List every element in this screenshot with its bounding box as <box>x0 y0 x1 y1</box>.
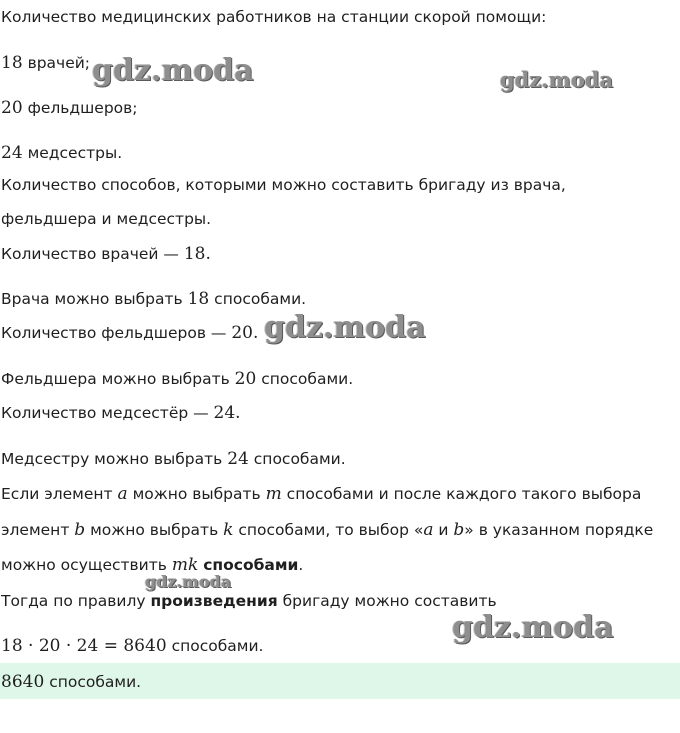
text-line: фельдшера и медсестры. <box>1 210 212 228</box>
watermark: gdz.moda <box>145 572 232 591</box>
answer-text: 8640 способами. <box>1 672 142 692</box>
answer-box <box>0 663 680 699</box>
text-line: Врача можно выбрать 18 способами. <box>1 289 307 309</box>
text-line: Количество фельдшеров — 20. <box>1 323 259 343</box>
text-line: Количество медсестёр — 24. <box>1 403 241 423</box>
watermark: gdz.moda <box>264 310 426 345</box>
text-line: Тогда по правилу произведения бригаду можно составить <box>1 592 497 610</box>
watermark: gdz.moda <box>452 610 614 645</box>
text-line: 20 фельдшеров; <box>1 98 138 118</box>
text-line: Медсестру можно выбрать 24 способами. <box>1 449 346 469</box>
text-line: Количество способов, которыми можно составить бригаду из врача, <box>1 176 566 194</box>
text-line: Количество врачей — 18. <box>1 244 211 264</box>
text-line: элемент b можно выбрать k способами, то выбор «a и b» в указанном порядке <box>1 520 654 540</box>
text-line: Фельдшера можно выбрать 20 способами. <box>1 369 354 389</box>
text-line: 18 врачей; <box>1 53 91 73</box>
text-line: Если элемент a можно выбрать m способами и после каждого такого выбора <box>1 484 642 504</box>
text-line: 18 · 20 · 24 = 8640 способами. <box>1 636 264 656</box>
watermark: gdz.moda <box>500 67 614 92</box>
watermark: gdz.moda <box>92 53 254 88</box>
text-line: 24 медсестры. <box>1 143 123 163</box>
text-line: Количество медицинских работников на станции скорой помощи: <box>1 8 547 26</box>
text-line: можно осуществить mk способами. <box>1 555 304 575</box>
